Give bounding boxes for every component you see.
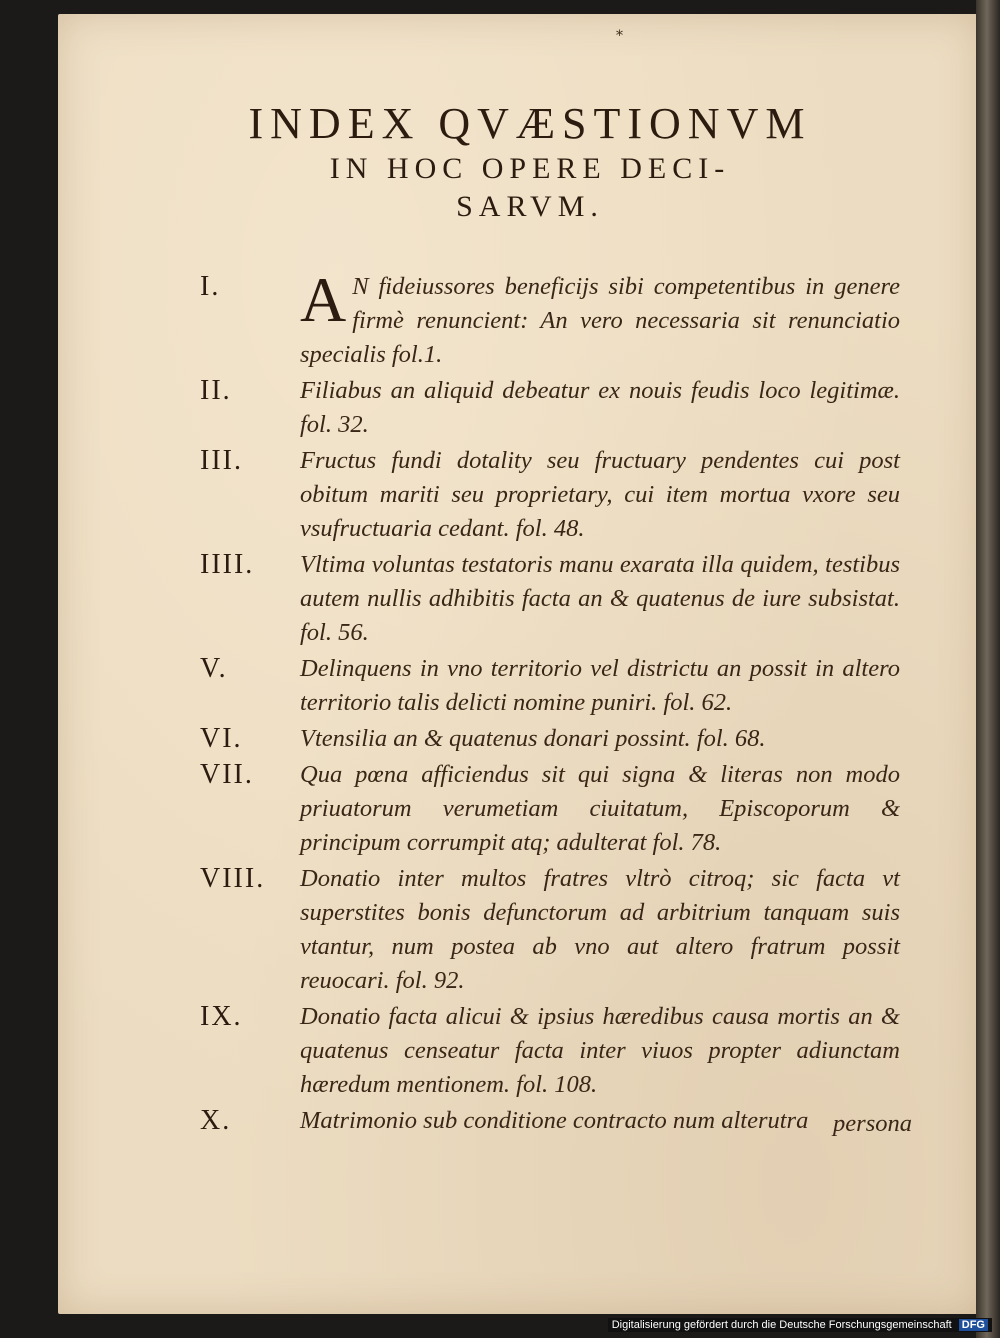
entry-number: III.: [200, 445, 243, 476]
entry-number: IIII.: [200, 549, 255, 580]
entry-number: II.: [200, 375, 232, 406]
index-entry: [200, 722, 900, 756]
footer-text: Digitalisierung gefördert durch die Deutsche Forschungsgemeinschaft: [611, 1319, 952, 1331]
entry-text-body: N fideiussores beneficijs sibi competentibus in genere firmè renuncient: An vero necessaria sit renunciatio specialis fol.1.: [300, 273, 900, 368]
entry-text: Filiabus an aliquid debeatur ex nouis feudis loco legitimæ. fol. 32.: [300, 377, 900, 438]
entry-number: X.: [200, 1105, 232, 1136]
dfg-logo-icon: DFG: [959, 1319, 988, 1331]
drop-cap: A: [300, 264, 347, 335]
index-entry: [200, 1000, 900, 1102]
index-entry: [200, 444, 900, 546]
entry-number: I.: [200, 271, 221, 302]
title-line-3: SARVM.: [456, 190, 604, 223]
entry-text: [300, 264, 900, 372]
entry-text: Delinquens in vno territorio vel districtu an possit in altero territorio talis delicti nomine puniri. fol. 62.: [300, 655, 900, 716]
index-entry: [200, 548, 900, 650]
page-mark: *: [616, 28, 623, 44]
index-entry: [200, 758, 900, 860]
entry-number: VI.: [200, 723, 243, 754]
digitization-footer: [608, 1318, 992, 1332]
index-entry: [200, 264, 900, 372]
entry-number: IX.: [200, 1001, 243, 1032]
catchword: persona: [833, 1110, 912, 1137]
entry-text: Donatio facta alicui & ipsius hæredibus causa mortis an & quatenus censeatur facta inter viuos propter adiunctam hæredum mentionem. fol. 108.: [300, 1003, 900, 1098]
title-line-1: INDEX QVÆSTIONVM: [248, 99, 812, 148]
index-entry: [200, 862, 900, 998]
entry-number: V.: [200, 653, 228, 684]
entry-text: Fructus fundi dotality seu fructuary pendentes cui post obitum mariti seu proprietary, cui item mortua vxore seu vsufructuaria cedant. fol. 48.: [300, 447, 900, 542]
index-entry: [200, 652, 900, 720]
index-entry: [200, 1104, 900, 1138]
entry-text: Donatio inter multos fratres vltrò citroq; sic facta vt superstites bonis defunctorum ad arbitrium tanquam suis vtantur, num postea ab vno aut altero fratrum possit reuocari. fol. 92.: [300, 865, 900, 994]
entry-text: Vtensilia an & quatenus donari possint. fol. 68.: [300, 725, 766, 752]
entry-number: VIII.: [200, 863, 266, 894]
index-entries: [200, 264, 900, 1140]
title-line-2: IN HOC OPERE DECI-: [329, 152, 731, 185]
book-edge: [976, 0, 1000, 1338]
entry-text: Vltima voluntas testatoris manu exarata illa quidem, testibus autem nullis adhibitis facta an & quatenus de iure subsistat. fol. 56.: [300, 551, 900, 646]
entry-number: VII.: [200, 759, 254, 790]
index-entry: [200, 374, 900, 442]
entry-text: Qua pœna afficiendus sit qui signa & literas non modo priuatorum verumetiam ciuitatum, Episcoporum & principum corrumpit atq; adulterat fol. 78.: [300, 761, 900, 856]
entry-text: Matrimonio sub conditione contracto num alterutra: [300, 1107, 809, 1134]
